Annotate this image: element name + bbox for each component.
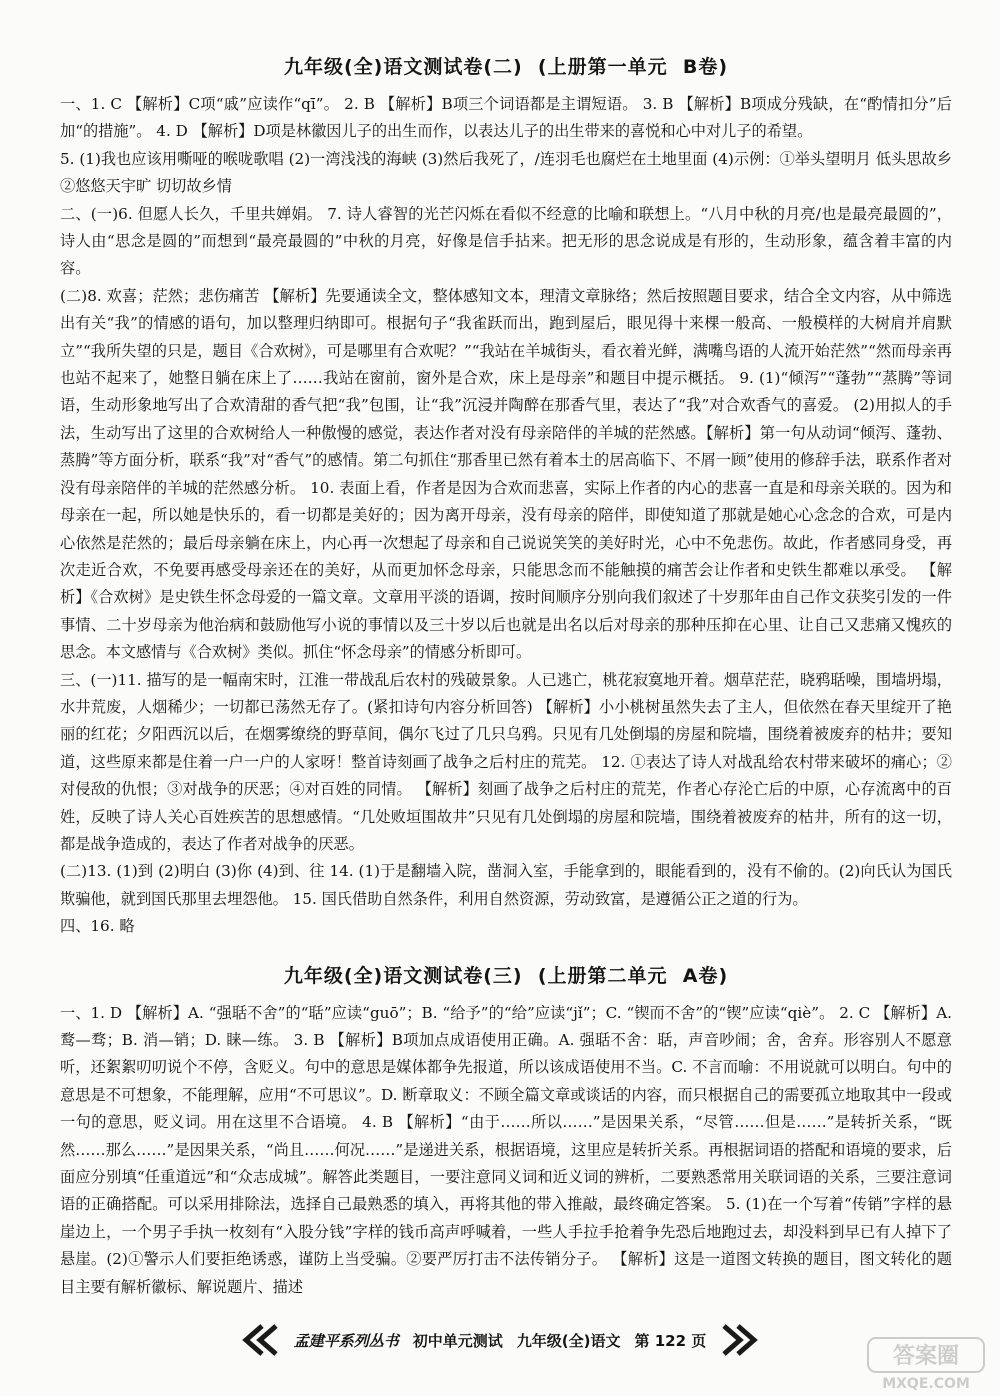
answer-paragraph: 5. (1)我也应该用嘶哑的喉咙歌唱 (2)一湾浅浅的海峡 (3)然后我死了，/连羽毛也腐烂在土地里面 (4)示例：①举头望明月 低头思故乡 ②悠悠天宇旷 切切故乡情 xyxy=(60,149,952,196)
footer-book: 初中单元测试 xyxy=(412,1331,503,1350)
answer-paragraph: (二)13. (1)到 (2)明白 (3)你 (4)到、往 14. (1)于是翻墙入院，凿洞入室，手能拿到的，眼能看到的，没有不偷的。(2)向氏认为国氏欺骗他，就到国氏那里去埋怨他。 15. 国氏借助自然条件，利用自然资源，劳动致富，是遵循公正之道的行为。 xyxy=(60,862,952,908)
page-footer xyxy=(0,1318,1000,1362)
chevron-left-icon xyxy=(240,1323,280,1357)
section-title: 九年级(全)语文测试卷(二) (上册第一单元 B卷) xyxy=(283,56,729,78)
answer-section-2 xyxy=(60,52,952,941)
section-title: 九年级(全)语文测试卷(三) (上册第二单元 A卷) xyxy=(283,964,729,987)
answer-section-3 xyxy=(60,961,952,1301)
watermark-top-text: 答案圈 xyxy=(892,1344,960,1369)
answer-paragraph: 二、(一)6. 但愿人长久，千里共婵娟。 7. 诗人睿智的光芒闪烁在看似不经意的比喻和联想上。“八月中秋的月亮/也是最亮最圆的”，诗人由“思念是圆的”而想到“最亮最圆的”中秋的月亮，好像是信手拈来。把无形的思念说成是有形的，生动形象，蕴含着丰富的内容。 xyxy=(60,204,952,278)
footer-band xyxy=(240,1323,761,1357)
answer-paragraph: 四、16. 略 xyxy=(60,917,135,936)
watermark-bottom-text: MXQE.COM xyxy=(882,1376,970,1392)
page-number: 第 122 页 xyxy=(634,1331,707,1350)
watermark-logo xyxy=(866,1336,986,1392)
answer-paragraph: (二)8. 欢喜；茫然；悲伤痛苦 【解析】先要通读全文，整体感知文本，理清文章脉络；然后按照题目要求，结合全文内容，从中筛选出有关“我”的情感的语句，加以整理归纳即可。根据句子“我雀跃而出，跑到屋后，眼见得十来棵一般高、一般模样的大树肩并肩默立”“我所失望的只是，题目《合欢树》，可是哪里有合欢呢？”“我站在羊城街头，看衣着光鲜，满嘴鸟语的人流开始茫然”“然而母亲再也站不起来了，她整日躺在床上了……我站在窗前，窗外是合欢，床上是母亲”和题目中提示概括。 9. (1)“倾泻”“蓬勃”“蒸腾”等词语，生动形象地写出了合欢清甜的香气把“我”包围，让“我”沉浸并陶醉在那香气里，表达了“我”对合欢香气的喜爱。 (2)用拟人的手法，生动写出了这里的合欢树给人一种傲慢的感觉，表达作者对没有母亲陪伴的羊城的茫然感。【解析】第一句从动词“倾泻、蓬勃、蒸腾”等方面分析，联系“我”对“香气”的感情。第二句抓住“那香里已然有着本土的居高临下、不屑一顾”使用的修辞手法，联系作者对没有母亲陪伴的羊城的茫然感分析。 10. 表面上看，作者是因为合欢而悲喜，实际上作者的内心的悲喜一直是和母亲关联的。因为和母亲在一起，所以她是快乐的，看一切都是美好的；因为离开母亲，没有母亲的陪伴，即使知道了那就是她心心念念的合欢，可是内心依然是茫然的；最后母亲躺在床上，内心再一次想起了母亲和自己说说笑笑的美好时光，心中不免悲伤。故此，作者感同身受，再次走近合欢，不免要再感受母亲还在的美好，从而更加怀念母亲，只能思念而不能触摸的痛苦会让作者和史铁生都难以承受。 【解析】《合欢树》是史铁生怀念母爱的一篇文章。文章用平淡的语调，按时间顺序分别向我们叙述了十岁那年由自己作文获奖引发的一件事情、二十岁母亲为他治病和鼓励他写小说的事情以及三十岁以后也就是出名以后对母亲的那种压抑在心里、让自己又悲痛又愧疚的思念。本文感情与《合欢树》类似。抓住“怀念母亲”的情感分析即可。 xyxy=(60,286,952,662)
footer-grade-subject: 九年级(全)语文 xyxy=(516,1331,621,1350)
answer-paragraph: 一、1. D 【解析】A. “强聒不舍”的“聒”应读“guō”；B. “给予”的“给”应读“jǐ”；C. “锲而不舍”的“锲”应读“qiè”。 2. C 【解析】A. 鹜—骛；B. 消—销；D. 睐—练。 3. B 【解析】B项加点成语使用正确。A. 强聒不舍：聒，声音吵闹；舍，舍弃。形容别人不愿意听，还絮絮叨叨说个不停，含贬义。句中的意思是媒体都争先报道，所以该成语使用不当。C. 不言而喻：不用说就可以明白。句中的意思是不可想象，不能理解，应用“不可思议”。D. 断章取义：不顾全篇文章或谈话的内容，而只根据自己的需要孤立地取其中一段或一句的意思，贬义词。用在这里不合语境。 4. B 【解析】“由于……所以……”是因果关系，“尽管……但是……”是转折关系，“既然……那么……”是因果关系，“尚且……何况……”是递进关系，根据语境，这里应是转折关系。再根据词语的搭配和语境的要求，后面应分别填“任重道远”和“众志成城”。解答此类题目，一要注意同义词和近义词的辨析，二要熟悉常用关联词语的关系，三要注意词语的正确搭配。可以采用排除法，选择自己最熟悉的填入，再将其他的带入推敲，最终确定答案。 5. (1)在一个写着“传销”字样的悬崖边上，一个男子手执一枚刻有“入股分钱”字样的钱币高声呼喊着，一些人手拉手抢着争先恐后地跑过去，却没料到早已有人掉下了悬崖。(2)①警示人们要拒绝诱惑，谨防上当受骗。②要严厉打击不法传销分子。 【解析】这是一道图文转换的题目，图文转化的题目主要有解析徽标、解说题片、描述 xyxy=(60,1003,952,1296)
footer-series: 孟建平系列丛书 xyxy=(293,1331,399,1350)
chevron-right-icon xyxy=(720,1323,760,1357)
answer-paragraph: 三、(一)11. 描写的是一幅南宋时，江淮一带战乱后农村的残破景象。人已逃亡，桃花寂寞地开着。烟草茫茫，晓鸦聒噪，围墙坍塌，水井荒废，人烟稀少；一切都已荡然无存了。(紧扣诗句内容分析回答) 【解析】小小桃树虽然失去了主人，但依然在春天里绽开了艳丽的红花；夕阳西沉以后，在烟雾缭绕的野草间，偶尔飞过了几只乌鸦。只见有几处倒塌的房屋和院墙，围绕着被废弃的枯井；要知道，这些原来都是住着一户一户的人家呀！整首诗刻画了战争之后村庄的荒芜。 12. ①表达了诗人对战乱给农村带来破坏的痛心；②对侵敌的仇恨；③对战争的厌恶；④对百姓的同情。 【解析】刻画了战争之后村庄的荒芜，作者心存沦亡后的中原，心存流离中的百姓，反映了诗人关心百姓疾苦的思想感情。“几处败垣围故井”只见有几处倒塌的房屋和院墙，围绕着被废弃的枯井，所有的这一切，都是战争造成的，表达了作者对战争的厌恶。 xyxy=(60,670,952,853)
answer-paragraph: 一、1. C 【解析】C项“戚”应读作“qī”。 2. B 【解析】B项三个词语都是主谓短语。 3. B 【解析】B项成分残缺，在“酌情扣分”后加“的措施”。 4. D 【解析】D项是林徽因儿子的出生而作，以表达儿子的出生带来的喜悦和心中对儿子的希望。 xyxy=(60,95,952,141)
